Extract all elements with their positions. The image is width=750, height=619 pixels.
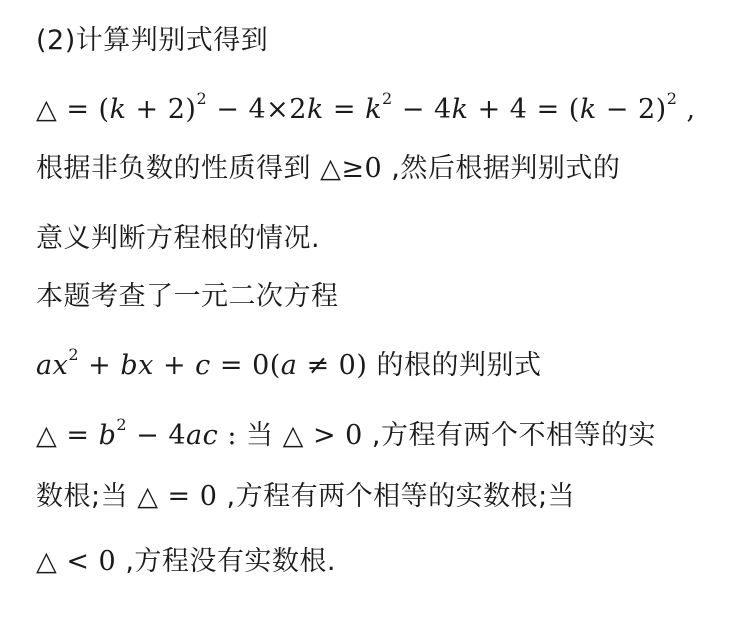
text-segment: ,方程有两个不相等的实 xyxy=(362,420,656,451)
discriminant-definition xyxy=(36,412,656,453)
eq-part: − 4 xyxy=(392,94,452,125)
eq-part: = xyxy=(323,94,366,125)
topic-line xyxy=(36,280,339,314)
eq-part: = xyxy=(57,420,99,451)
delta-condition: △ < 0 xyxy=(36,546,117,577)
var-b: b xyxy=(120,350,139,381)
meaning-line xyxy=(36,222,320,256)
var-x: x xyxy=(138,350,154,381)
exponent: 2 xyxy=(116,415,128,434)
eq-part: − 2) xyxy=(596,94,667,125)
delta-symbol: △ xyxy=(36,420,58,451)
exponent: 2 xyxy=(68,345,80,364)
discriminant-equation xyxy=(36,86,696,127)
eq-part: , xyxy=(677,94,696,125)
delta-symbol: △ xyxy=(36,94,58,125)
text-segment: ,方程没有实数根. xyxy=(116,546,336,577)
eq-part: − 4×2 xyxy=(207,94,307,125)
text-segment: 根据非负数的性质得到 xyxy=(36,153,321,184)
var-a: a xyxy=(280,350,298,381)
delta-condition: △≥0 xyxy=(320,153,383,184)
eq-part: + xyxy=(153,350,196,381)
var-k: k xyxy=(579,94,597,125)
var-k: k xyxy=(451,94,469,125)
quadratic-equation xyxy=(36,342,541,383)
eq-part: = 0( xyxy=(210,350,281,381)
text-segment: 本题考查了一元二次方程 xyxy=(36,281,339,312)
var-b: b xyxy=(98,420,117,451)
var-ac: ac xyxy=(186,420,219,451)
var-k: k xyxy=(306,94,324,125)
delta-condition: △ > 0 xyxy=(282,420,363,451)
text-segment: ,方程有两个相等的实数根;当 xyxy=(217,481,576,512)
var-x: x xyxy=(52,350,69,381)
eq-part: − 4 xyxy=(127,420,187,451)
step-heading xyxy=(36,24,268,58)
eq-part: = ( xyxy=(57,94,110,125)
var-k: k xyxy=(365,94,382,125)
text-segment: 的根的判别式 xyxy=(367,350,542,381)
delta-condition: △ = 0 xyxy=(137,481,218,512)
exponent: 2 xyxy=(196,89,208,108)
exponent: 2 xyxy=(666,89,678,108)
text-segment: 意义判断方程根的情况. xyxy=(36,223,321,254)
equal-roots-line xyxy=(36,480,575,514)
text-segment: ,然后根据判别式的 xyxy=(382,153,621,184)
eq-part: + xyxy=(79,350,121,381)
text-segment: 数根;当 xyxy=(36,481,138,512)
no-roots-line xyxy=(36,545,336,579)
eq-part: + 2) xyxy=(126,94,197,125)
eq-part: + 4 = ( xyxy=(468,94,580,125)
var-c: c xyxy=(195,350,211,381)
var-a: a xyxy=(36,350,53,381)
property-line xyxy=(36,152,620,186)
text-segment: 当 xyxy=(246,420,283,451)
eq-part: ≠ 0) xyxy=(297,350,368,381)
exponent: 2 xyxy=(381,89,393,108)
eq-part: : xyxy=(218,420,246,451)
step-heading-text: (2)计算判别式得到 xyxy=(36,25,269,56)
var-k: k xyxy=(109,94,127,125)
